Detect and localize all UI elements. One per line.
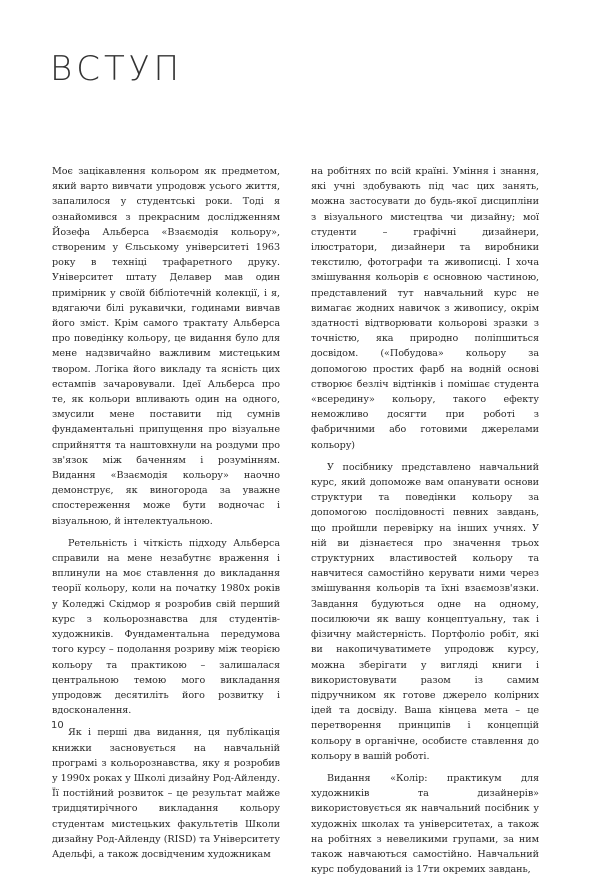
paragraph: Як і перші два видання, ця публікація книжки засновується на навчальній програмі з кольорознавства, яку я розробив у 1990х роках у Школі дизайну Род-Айленду. Її постійний розвиток – це результат майже тридцятирічного викладання кольору студентам мистецьких факультетів Школи дизайну Род-Айленду (RISD) та Університету Адельфі, а також досвідченим художникам	[52, 727, 280, 860]
paragraph: Ретельність і чіткість підходу Альберса справили на мене незабутнє враження і вплинули на моє ставлення до викладання теорії кольору, коли на початку 1980х років у Коледжі Скідмор я розробив свій перший курс з кольорознавства для студентів-художників. Фундаментальна передумова того курсу – подолання розриву між теорією кольору та практикою – залишалася центральною темою мого викладання упродовж десятиліть його розвитку і вдосконалення.	[52, 537, 280, 717]
page-number: 10	[51, 720, 64, 731]
paragraph: У посібнику представлено навчальний курс, який допоможе вам опанувати основи структури та поведінки кольору за допомогою послідовності певних завдань, що пройшли перевірку на інших учнях. У ній ви дізнаєтеся про значення трьох структурних властивостей кольору та навчитеся самостійно керувати ними через змішування кольорів та їхні взаємозв'язки. Завдання будуються одне на одному, посилюючи як вашу концептуальну, так і фізичну майстерність. Портфоліо робіт, які ви накопичуватимете упродовж курсу, можна зберігати у вигляді книги і використовувати разом із самим підручником як готове джерело колірних ідей та досвіду. Ваша кінцева мета – це перетворення принципів і концепцій кольору в органічне, особисте ставлення до кольору в вашій роботі.	[311, 461, 539, 762]
page-title: ВСТУП	[50, 49, 184, 89]
left-text-column	[52, 164, 280, 862]
right-text-column	[311, 164, 539, 877]
paragraph: Видання «Колір: практикум для художників та дизайнерів» використовується як навчальний посібник у художніх школах та університетах, а також на робітнях з невеликими групами, за ним також навчаються самостійно. Навчальний курс побудований із 17ти окремих завдань,	[311, 772, 539, 876]
paragraph: Моє зацікавлення кольором як предметом, який варто вивчати упродовж усього життя, запалилося у студентські роки. Тоді я ознайомився з прекрасним дослідженням Йозефа Альберса «Взаємодія кольору», створеним у Єльському університеті 1963 року в техніці трафаретного друку. Університет штату Делавер мав один примірник у своїй бібліотечній колекції, і я, вдягаючи білі рукавички, годинами вивчав його зміст. Крім самого трактату Альберса про поведінку кольору, це видання було для мене надзвичайно важливим мистецьким твором. Логіка його викладу та ясність цих естампів зачаровували. Ідеї Альберса про те, як кольори впливають один на одного, змусили мене поставити під сумнів фундаментальні припущення про візуальне сприйняття та наштовхнули на роздуми про зв'язок між баченням і розумінням. Видання «Взаємодія кольору» наочно демонструє, як виногорода за уважне спостереження може бути водночас і візуальною, й інтелектуальною.	[52, 166, 280, 527]
paragraph: на робітнях по всій країні. Уміння і знання, які учні здобувають під час цих занять, можна застосувати до будь-якої дисципліни з візуального мистецтва чи дизайну; мої студенти – графічні дизайнери, ілюстратори, дизайнери та виробники текстилю, фотографи та живописці. І хоча змішування кольорів є основною частиною, представлений тут навчальний курс не вимагає жодних навичок з живопису, окрім здатності відтворювати кольорові зразки з точністю, яка природно поліпшиться досвідом. («Побудова» кольору за допомогою простих фарб на водній основі створює безліч відтінків і помішає студента «всередину» кольору, такого ефекту неможливо досягти при роботі з фабричними або готовими джерелами кольору)	[311, 166, 539, 451]
